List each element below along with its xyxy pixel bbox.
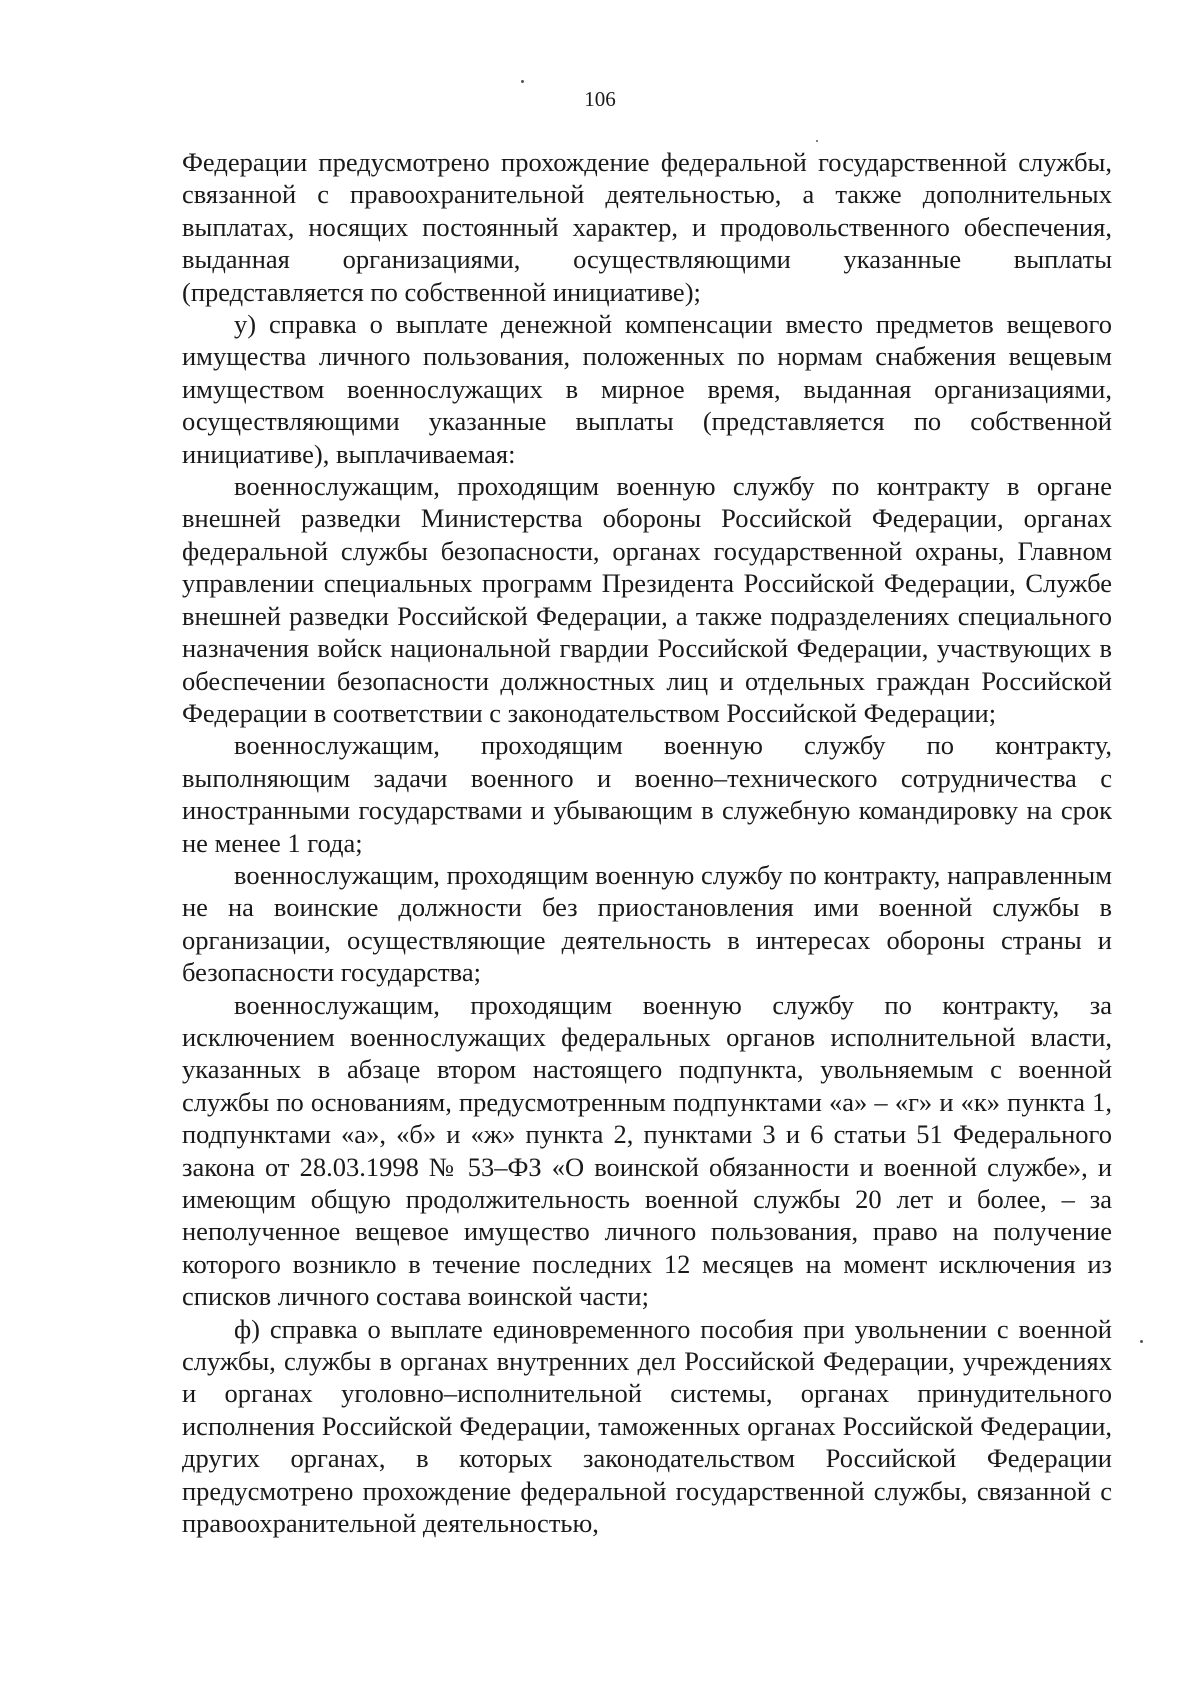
page-number: 106 — [584, 87, 616, 111]
scan-speck — [816, 140, 818, 142]
paragraph-recipients-seconded: военнослужащим, проходящим военную службу по контракту, направленным не на воинские должности без приостановления ими военной службы в организации, осуществляющие деятельность в интересах обороны страны и безопасности государства; — [182, 859, 1112, 988]
paragraph-recipients-discharged: военнослужащим, проходящим военную службу по контракту, за исключением военнослужащих федеральных органов исполнительной власти, указанных в абзаце втором настоящего подпункта, увольняемым с военной службы по основаниям, предусмотренным подпунктами «а» – «г» и «к» пункта 1, подпунктами «а», «б» и «ж» пункта 2, пунктами 3 и 6 статьи 51 Федерального закона от 28.03.1998 № 53–ФЗ «О воинской обязанности и военной службе», и имеющим общую продолжительность военной службы 20 лет и более, – за неполученное вещевое имущество личного пользования, право на получение которого возникло в течение последних 12 месяцев на момент исключения из списков личного состава воинской части; — [182, 989, 1112, 1312]
paragraph-item-f: ф) справка о выплате единовременного пособия при увольнении с военной службы, службы в органах внутренних дел Российской Федерации, учреждениях и органах уголовно–исполнительной системы, органах принудительного исполнения Российской Федерации, таможенных органах Российской Федерации, других органах, в которых законодательством Российской Федерации предусмотрено прохождение федеральной государственной службы, связанной с правоохранительной деятельностью, — [182, 1313, 1112, 1539]
paragraph-recipients-military-cooperation: военнослужащим, проходящим военную службу по контракту, выполняющим задачи военного и военно–технического сотрудничества с иностранными государствами и убывающим в служебную командировку на срок не менее 1 года; — [182, 730, 1112, 858]
paragraph-continuation: Федерации предусмотрено прохождение федеральной государственной службы, связанной с правоохранительной деятельностью, а также дополнительных выплатах, носящих постоянный характер, и продовольственного обеспечения, выданная организациями, осуществляющими указанные выплаты (представляется по собственной инициативе); — [182, 147, 1112, 307]
document-body — [182, 146, 1112, 1539]
scan-speck — [1140, 1340, 1143, 1343]
paragraph-item-u: у) справка о выплате денежной компенсации вместо предметов вещевого имущества личного пользования, положенных по нормам снабжения вещевым имуществом военнослужащих в мирное время, выданная организациями, осуществляющими указанные выплаты (представляется по собственной инициативе), выплачиваемая: — [182, 309, 1112, 469]
scan-speck — [521, 80, 524, 83]
paragraph-recipients-foreign-intelligence: военнослужащим, проходящим военную службу по контракту в органе внешней разведки Министерства обороны Российской Федерации, органах федеральной службы безопасности, органах государственной охраны, Главном управлении специальных программ Президента Российской Федерации, Службе внешней разведки Российской Федерации, а также подразделениях специального назначения войск национальной гвардии Российской Федерации, участвующих в обеспечении безопасности должностных лиц и отдельных граждан Российской Федерации в соответствии с законодательством Российской Федерации; — [182, 471, 1112, 728]
